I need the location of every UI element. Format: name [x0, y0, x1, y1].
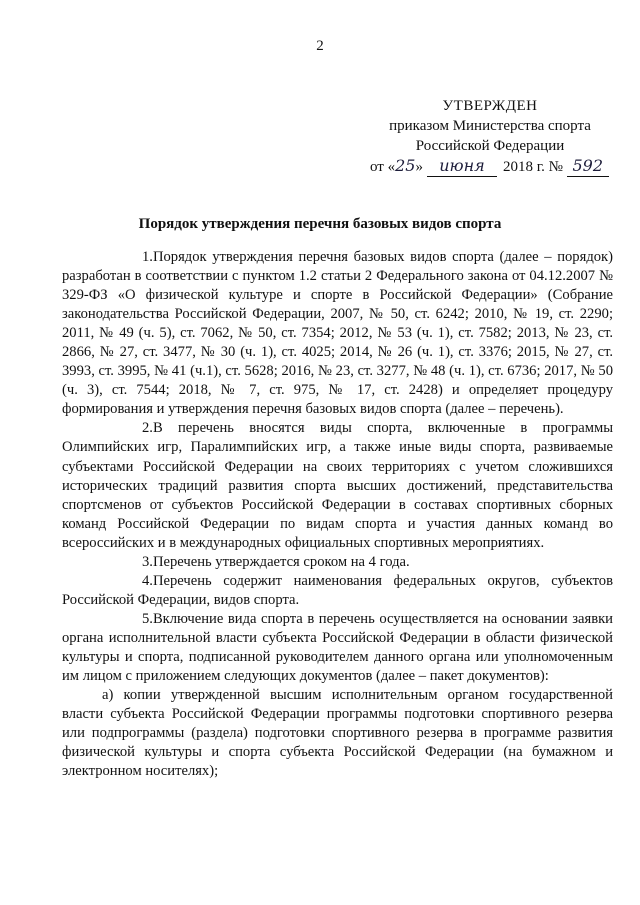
document-body [62, 248, 613, 781]
handwritten-order-number: 592 [567, 156, 609, 177]
paragraph-3 [62, 553, 613, 572]
handwritten-day: 25 [395, 156, 416, 175]
approval-heading: УТВЕРЖДЕН [442, 98, 538, 114]
paragraph-text: Включение вида спорта в перечень осуществляется на основании заявки органа исполнительной власти субъекта Российской Федерации в области физической культуры и спорта, подписанной руководителем данного органа или уполномоченным им лицом с приложением следующих документов (далее – пакет документов): [62, 610, 613, 685]
paragraph-number: 4. [142, 572, 153, 589]
date-year-number-label: 2018 г. № [502, 159, 563, 175]
paragraph-text: Порядок утверждения перечня базовых видов спорта (далее – порядок) разработан в соответствии с пунктом 1.2 статьи 2 Федерального закона от 04.12.2007 № 329-ФЗ «О физической культуре и спорте в Российской Федерации» (Собрание законодательства Российской Федерации, 2007, № 50, ст. 6242; 2010, № 19, ст. 2290; 2011, № 49 (ч. 5), ст. 7062, № 50, ст. 7354; 2012, № 53 (ч. 1), ст. 7582; 2013, № 23, ст. 2866, № 27, ст. 3477, № 30 (ч. 1), ст. 4025; 2014, № 26 (ч. 1), ст. 3376; 2015, № 27, ст. 3993, ст. 3995, № 41 (ч.1), ст. 5628; 2016, № 23, ст. 3277, № 48 (ч. 1), ст. 6736; 2017, № 50 (ч. 3), ст. 7544; 2018, № 7, ст. 975, № 17, ст. 2428) и определяет процедуру формирования и утверждения перечня базовых видов спорта (далее – перечень). [62, 249, 613, 418]
approval-line-federation: Российской Федерации [415, 138, 565, 154]
paragraph-number: 3. [142, 553, 153, 570]
paragraph-1 [62, 248, 613, 419]
approval-date-line [360, 156, 620, 177]
page-number: 2 [316, 38, 324, 54]
approval-stamp-block [360, 96, 620, 177]
paragraph-number: 1. [142, 249, 153, 265]
paragraph-text: В перечень вносятся виды спорта, включенные в программы Олимпийских игр, Паралимпийских игр, а также иные виды спорта, развиваемые субъектами Российской Федерации на своих территориях с учетом сложившихся исторических традиций развития спорта высших достижений, представительства спортсменов от субъектов Российской Федерации в составах спортивных сборных команд Российской Федерации по видам спорта и участия данных команд во всероссийских и в международных официальных спортивных мероприятиях. [62, 420, 613, 551]
handwritten-month: июня [427, 156, 497, 177]
paragraph-text: а) копии утвержденной высшим исполнительным органом государственной власти субъекта Российской Федерации программы подготовки спортивного резерва или подпрограммы (раздела) подготовки спортивного резерва в программе развития физической культуры и спорта субъекта Российской Федерации (на бумажном и электронном носителях); [62, 687, 613, 780]
paragraph-5 [62, 610, 613, 686]
subparagraph-a [62, 686, 613, 781]
paragraph-number: 2. [142, 420, 153, 437]
paragraph-text: Перечень содержит наименования федеральных округов, субъектов Российской Федерации, видов спорта. [62, 572, 613, 608]
paragraph-4 [62, 572, 613, 610]
approval-line-ministry: приказом Министерства спорта [389, 118, 591, 134]
date-close-quote: » [415, 159, 423, 175]
paragraph-number: 5. [142, 610, 153, 627]
date-prefix: от « [370, 159, 396, 175]
paragraph-text: Перечень утверждается сроком на 4 года. [152, 553, 410, 570]
document-title: Порядок утверждения перечня базовых видов спорта [138, 216, 502, 232]
paragraph-2 [62, 419, 613, 552]
